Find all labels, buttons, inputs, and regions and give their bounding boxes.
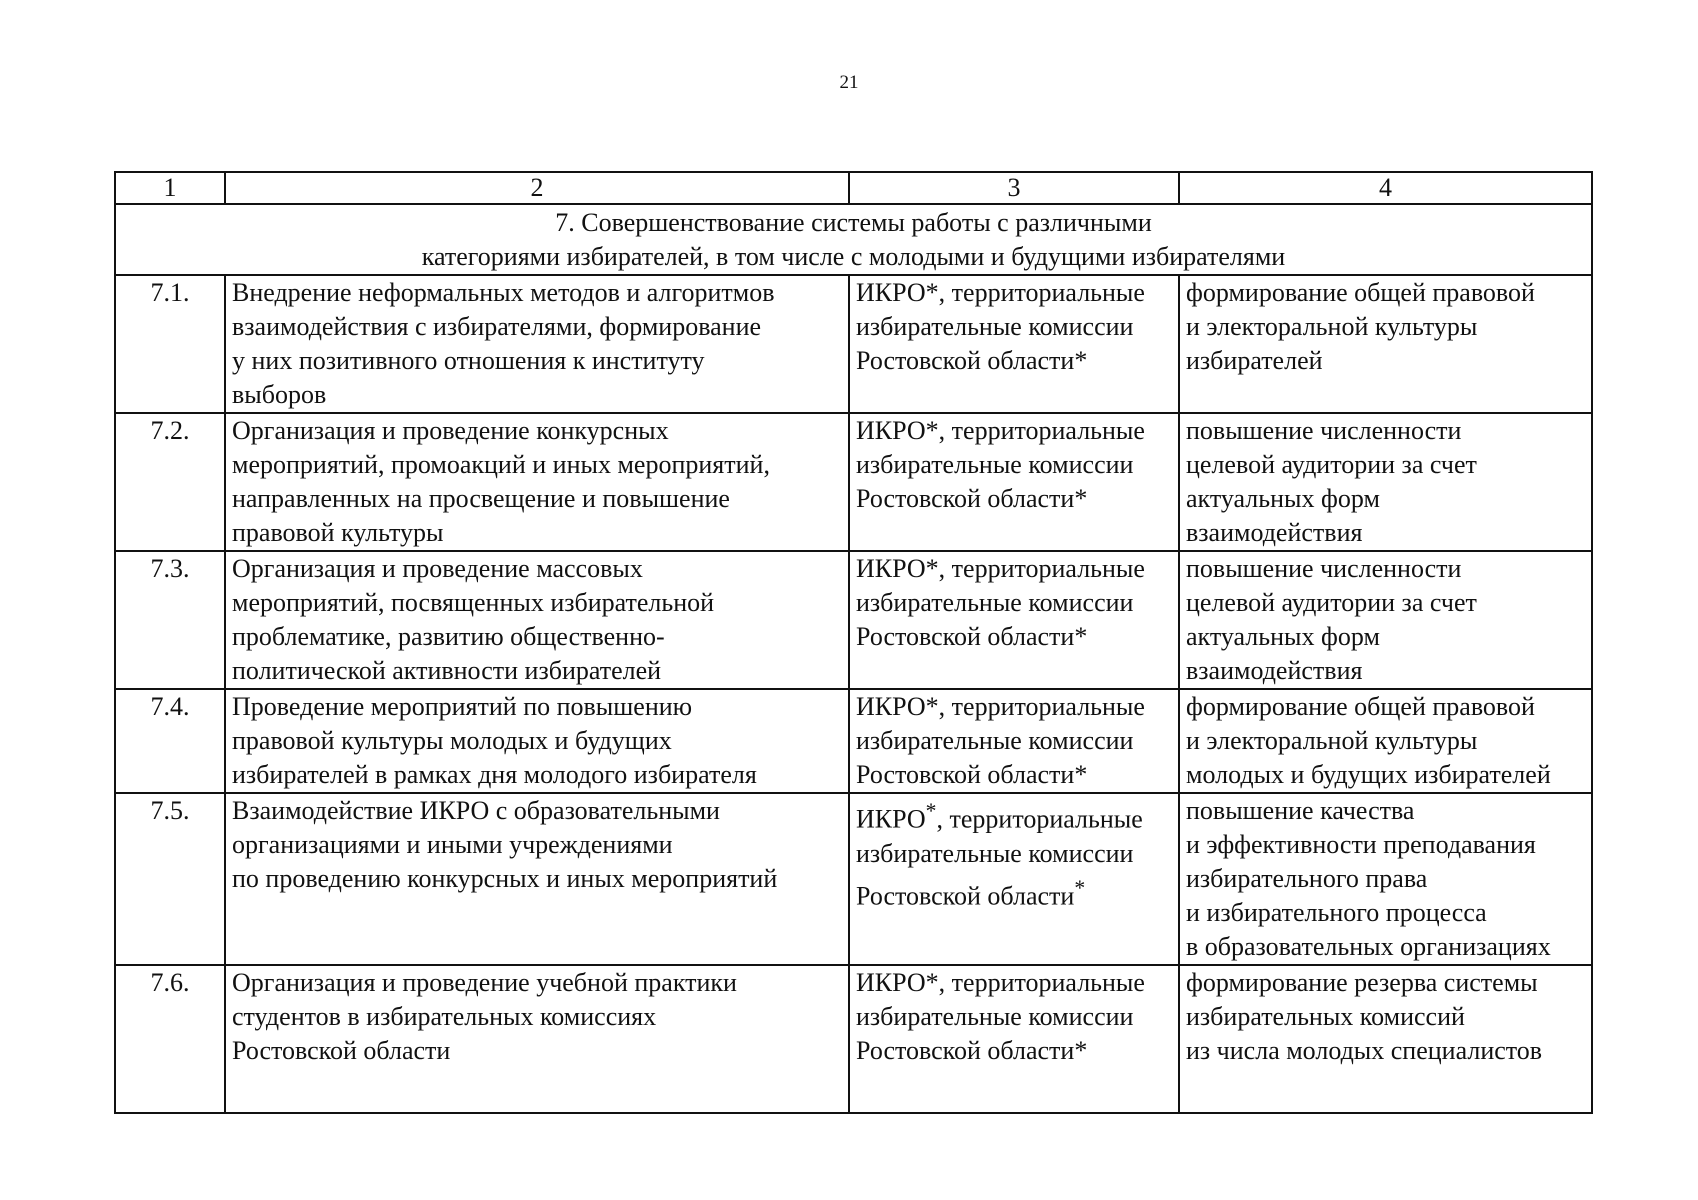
section-title: 7. Совершенствование системы работы с различными категориями избирателей, в том числе с молодыми и будущими избирателями bbox=[115, 204, 1592, 275]
table-row bbox=[115, 793, 1592, 965]
column-number: 4 bbox=[1179, 172, 1592, 204]
table-row bbox=[115, 551, 1592, 689]
table-row bbox=[115, 413, 1592, 551]
table-row bbox=[115, 689, 1592, 793]
row-number: 7.4. bbox=[115, 689, 225, 793]
column-number: 3 bbox=[849, 172, 1179, 204]
result-cell: повышение качества и эффективности преподавания избирательного права и избирательного процесса в образовательных организациях bbox=[1179, 793, 1592, 965]
column-number-row bbox=[115, 172, 1592, 204]
row-number: 7.3. bbox=[115, 551, 225, 689]
result-cell: формирование общей правовой и электоральной культуры молодых и будущих избирателей bbox=[1179, 689, 1592, 793]
measure-cell: Организация и проведение конкурсных мероприятий, промоакций и иных мероприятий, направленных на просвещение и повышение правовой культуры bbox=[225, 413, 849, 551]
footnote-mark: * bbox=[925, 799, 937, 823]
table-row bbox=[115, 965, 1592, 1113]
footnote-mark: * bbox=[1074, 875, 1086, 900]
executor-abbrev: ИКРО bbox=[856, 804, 926, 834]
measure-cell: Организация и проведение учебной практики студентов в избирательных комиссиях Ростовской области bbox=[225, 965, 849, 1113]
executor-cell bbox=[849, 793, 1179, 965]
executor-cell: ИКРО*, территориальные избирательные комиссии Ростовской области* bbox=[849, 965, 1179, 1113]
executor-cell: ИКРО*, территориальные избирательные комиссии Ростовской области* bbox=[849, 689, 1179, 793]
measure-cell: Организация и проведение массовых мероприятий, посвященных избирательной проблематике, развитию общественно- политической активности избирателей bbox=[225, 551, 849, 689]
page-number: 21 bbox=[839, 72, 859, 93]
result-cell: повышение численности целевой аудитории за счет актуальных форм взаимодействия bbox=[1179, 413, 1592, 551]
result-cell: формирование резерва системы избирательных комиссий из числа молодых специалистов bbox=[1179, 965, 1592, 1113]
row-number: 7.6. bbox=[115, 965, 225, 1113]
result-cell: формирование общей правовой и электоральной культуры избирателей bbox=[1179, 275, 1592, 413]
measures-table bbox=[114, 171, 1593, 1114]
measure-cell: Внедрение неформальных методов и алгоритмов взаимодействия с избирателями, формирование у них позитивного отношения к институту выборов bbox=[225, 275, 849, 413]
executor-cell: ИКРО*, территориальные избирательные комиссии Ростовской области* bbox=[849, 551, 1179, 689]
row-number: 7.1. bbox=[115, 275, 225, 413]
measure-cell: Проведение мероприятий по повышению правовой культуры молодых и будущих избирателей в рамках дня молодого избирателя bbox=[225, 689, 849, 793]
row-number: 7.5. bbox=[115, 793, 225, 965]
executor-cell: ИКРО*, территориальные избирательные комиссии Ростовской области* bbox=[849, 413, 1179, 551]
measure-cell: Взаимодействие ИКРО с образовательными организациями и иными учреждениями по проведению конкурсных и иных мероприятий bbox=[225, 793, 849, 965]
row-number: 7.2. bbox=[115, 413, 225, 551]
column-number: 2 bbox=[225, 172, 849, 204]
result-cell: повышение численности целевой аудитории за счет актуальных форм взаимодействия bbox=[1179, 551, 1592, 689]
executor-text: , территориальные избирательные комиссии Ростовской области bbox=[856, 804, 1143, 911]
section-row bbox=[115, 204, 1592, 275]
table-row bbox=[115, 275, 1592, 413]
executor-cell: ИКРО*, территориальные избирательные комиссии Ростовской области* bbox=[849, 275, 1179, 413]
column-number: 1 bbox=[115, 172, 225, 204]
